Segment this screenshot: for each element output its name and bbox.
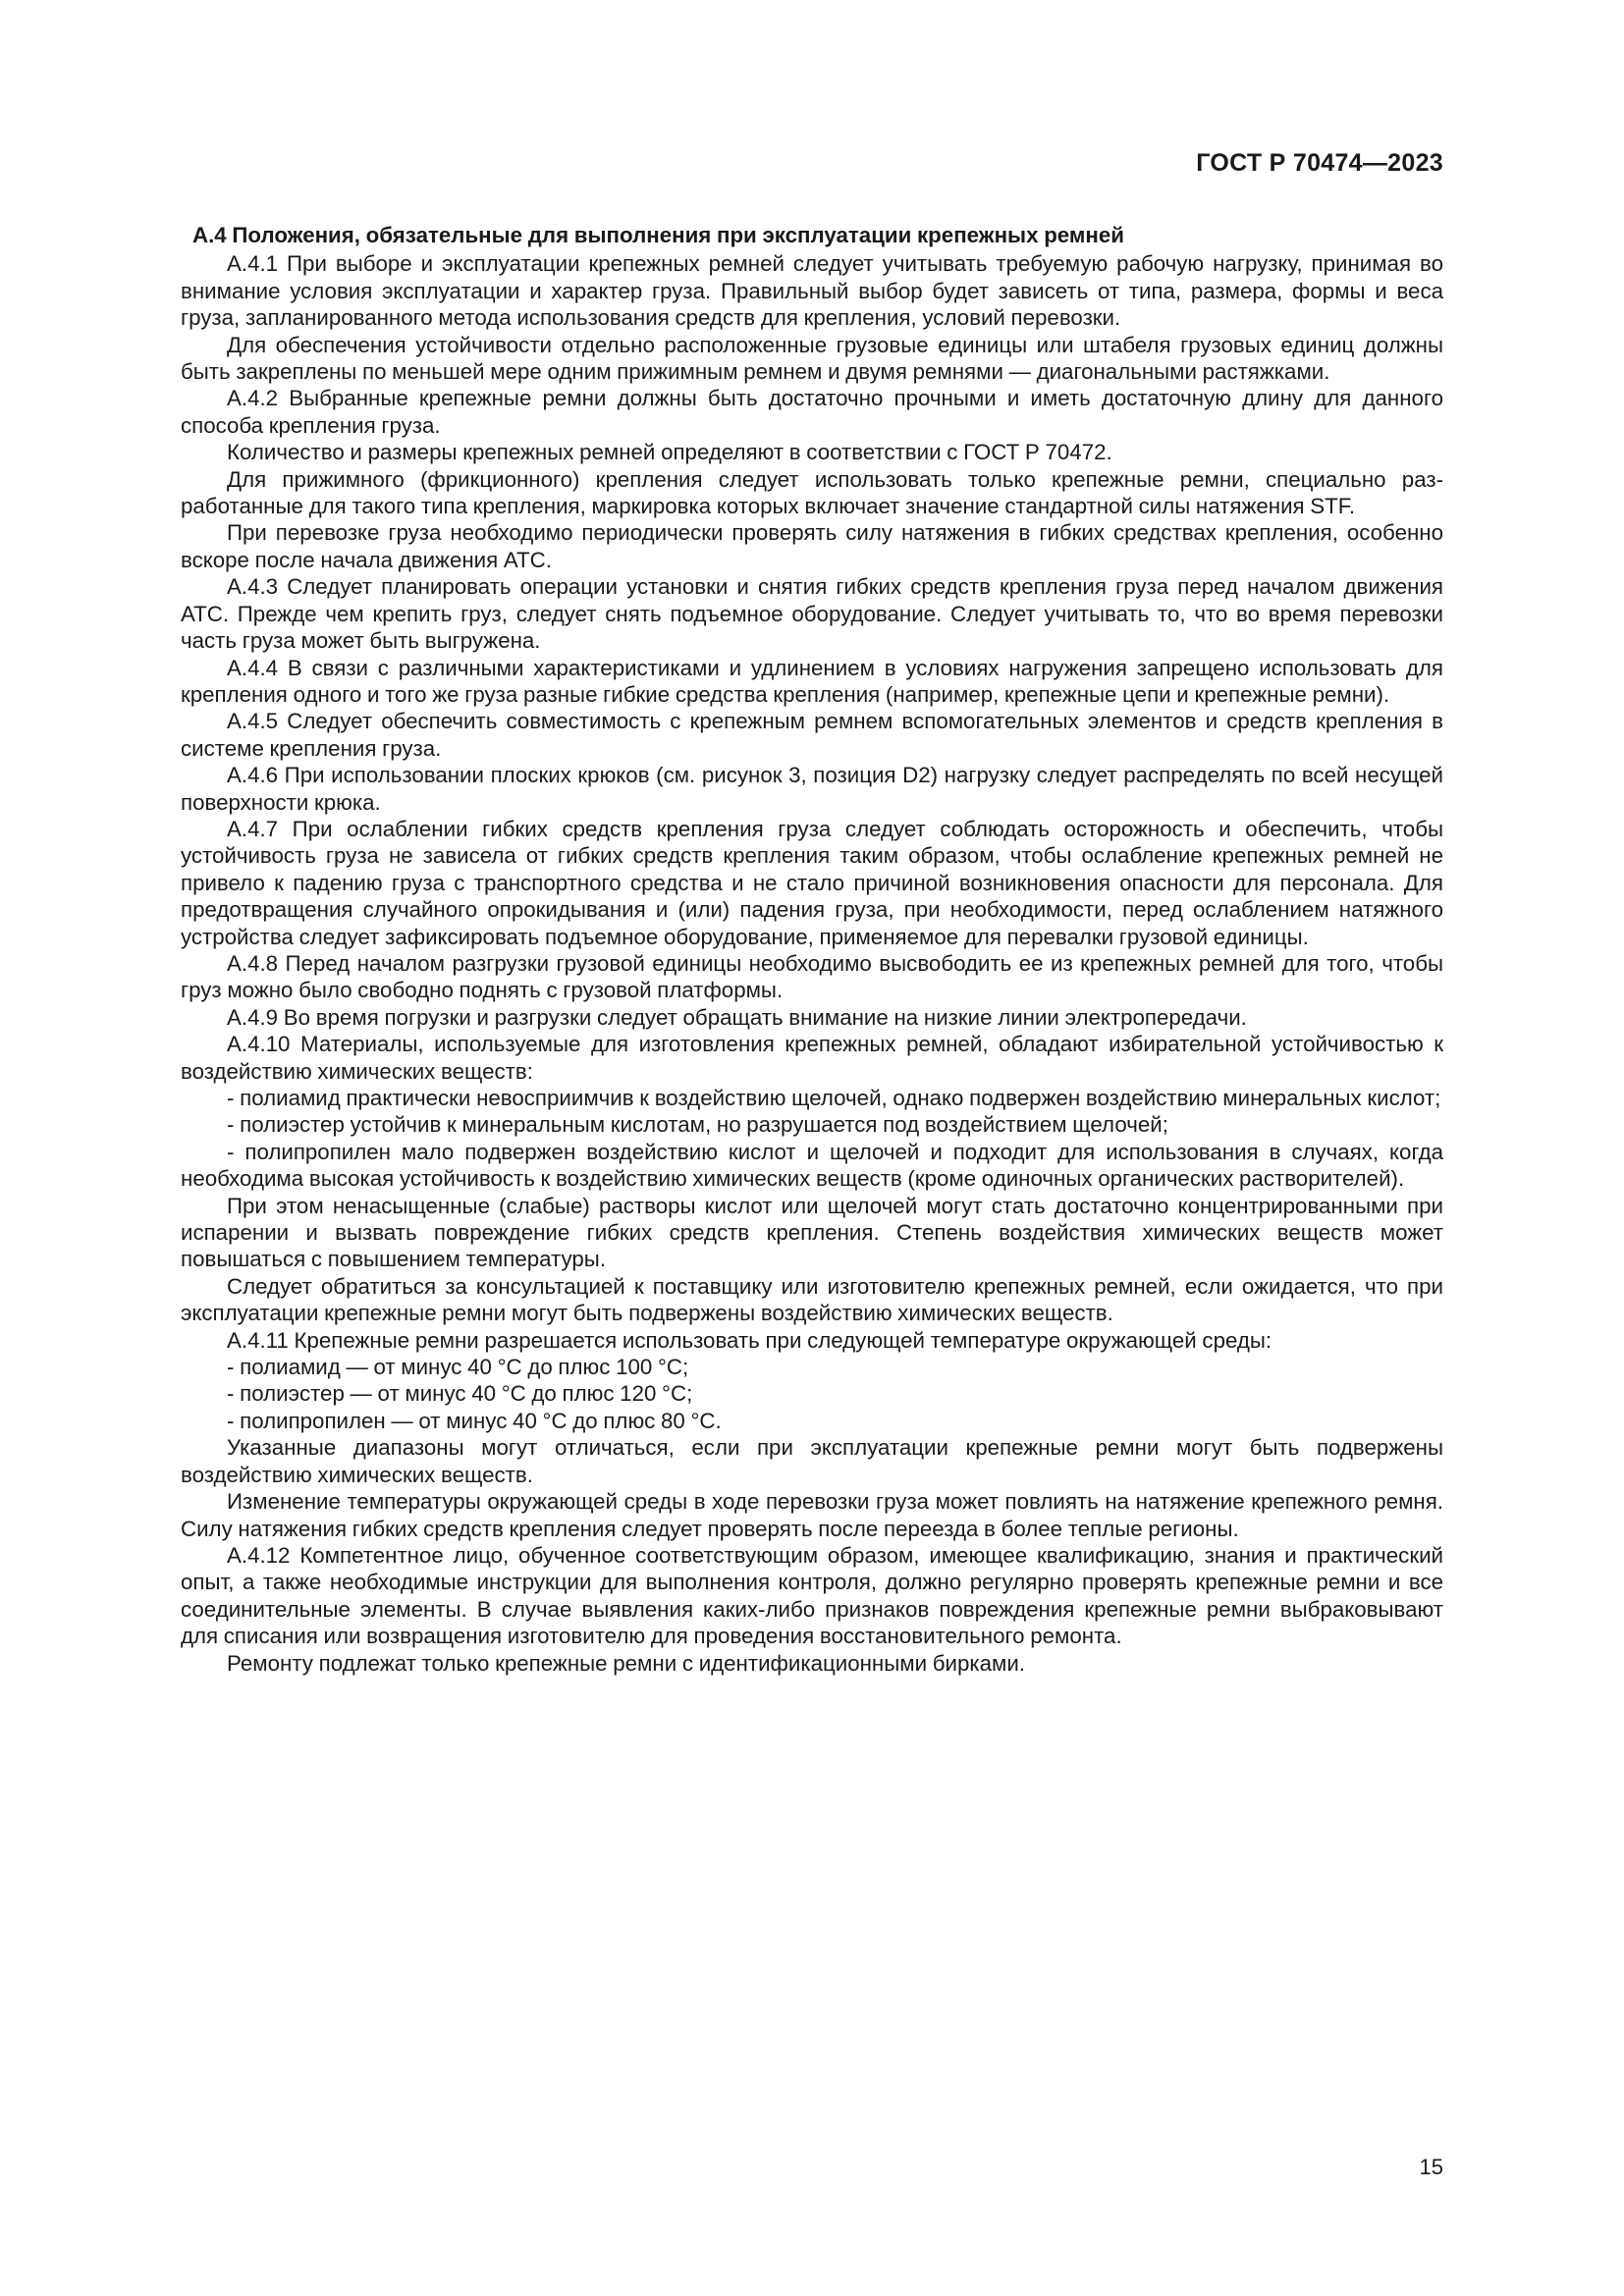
paragraph: Для обеспечения устойчивости отдельно расположенные грузовые единицы или штабеля грузовых единиц должны быть закреплены по меньшей мере одним прижимным ремнем и двумя ремнями — диагональными растяжками.	[181, 332, 1443, 385]
list-item-temp-polyester: - полиэстер — от минус 40 °С до плюс 120 °С;	[227, 1381, 693, 1407]
paragraph: При этом ненасыщенные (слабые) растворы кислот или щелочей могут стать достаточно концентрированными при испарении и вызвать повреждение гибких средств крепления. Степень воздействия химических веществ может повышаться с повышением температуры.	[181, 1193, 1443, 1272]
paragraph: Ремонту подлежат только крепежные ремни с идентификационными бирками.	[227, 1650, 1025, 1676]
paragraph-a-4-9: А.4.9 Во время погрузки и разгрузки следует обращать внимание на низкие линии электропередачи.	[227, 1004, 1247, 1030]
paragraph: Следует обратиться за консультацией к поставщику или изготовителю крепежных ремней, если ожидается, что при эксплуатации крепежные ремни могут быть подвержены воздействию химических веществ.	[181, 1273, 1443, 1326]
document-body	[181, 222, 1443, 1677]
paragraph: Изменение температуры окружающей среды в ходе перевозки груза может повлиять на натяжение крепежного ремня. Силу натяжения гибких средств крепления следует проверять после переезда в более теплые регионы.	[181, 1489, 1443, 1541]
paragraph-a-4-1: А.4.1 При выборе и эксплуатации крепежных ремней следует учитывать требуемую рабочую нагрузку, принимая во внимание условия эксплуатации и характер груза. Правильный выбор будет зависеть от типа, размера, формы и веса груза, запланированного метода использования средств для крепления, условий перевозки.	[181, 251, 1443, 331]
paragraph-a-4-7: А.4.7 При ослаблении гибких средств крепления груза следует соблюдать осторожность и обеспечить, чтобы устойчивость груза не зависела от гибких средств крепления таким образом, чтобы ослабление крепежных ремней не привело к падению груза с транспортного средства и не стало причиной возникновения опасности для персонала. Для предотвращения случайного опрокидывания и (или) падения груза, при необходимости, перед ослаблением натяжного устройства следует зафиксировать подъемное оборудование, применяемое для перевалки грузовой единицы.	[181, 816, 1443, 949]
paragraph-a-4-10: А.4.10 Материалы, используемые для изготовления крепежных ремней, обладают избирательной устойчивостью к воздействию химических веществ:	[181, 1032, 1443, 1084]
paragraph-a-4-11: А.4.11 Крепежные ремни разрешается использовать при следующей температуре окружающей среды:	[227, 1327, 1272, 1353]
paragraph: При перевозке груза необходимо периодически проверять силу натяжения в гибких средствах крепления, особенно вскоре после начала движения АТС.	[181, 520, 1443, 572]
paragraph: Количество и размеры крепежных ремней определяют в соответствии с ГОСТ Р 70472.	[227, 440, 1112, 465]
paragraph-a-4-4: А.4.4 В связи с различными характеристиками и удлинением в условиях нагружения запрещено использовать для крепления одного и того же груза разные гибкие средства крепления (например, крепежные цепи и крепежные ремни).	[181, 655, 1443, 707]
paragraph-a-4-2: А.4.2 Выбранные крепежные ремни должны быть достаточно прочными и иметь достаточную длину для данного способа крепления груза.	[181, 386, 1443, 438]
list-item-temp-polypropylene: - полипропилен — от минус 40 °С до плюс 80 °С.	[227, 1408, 722, 1433]
list-item-polypropylene: - полипропилен мало подвержен воздействию кислот и щелочей и подходит для использования в случаях, когда необходима высокая устойчивость к воздействию химических веществ (кроме одиночных органических растворителей).	[181, 1139, 1443, 1192]
page-number: 15	[1419, 2155, 1443, 2179]
list-item-polyamide: - полиамид практически невосприимчив к воздействию щелочей, однако подвержен воздействию минеральных кислот;	[227, 1086, 1441, 1110]
paragraph-a-4-3: А.4.3 Следует планировать операции установки и снятия гибких средств крепления груза перед началом движения АТС. Прежде чем крепить груз, следует снять подъемное оборудование. Следует учитывать то, что во время перевозки часть груза может быть выгружена.	[181, 574, 1443, 654]
paragraph: Для прижимного (фрикционного) крепления следует использовать только крепежные ремни, специально разработанные для такого типа крепления, маркировка которых включает значение стандартной силы натяжения STF.	[181, 466, 1443, 519]
standard-code: ГОСТ Р 70474—2023	[1196, 149, 1443, 177]
section-heading: А.4 Положения, обязательные для выполнения при эксплуатации крепежных ремней	[192, 223, 1124, 247]
paragraph-a-4-6: А.4.6 При использовании плоских крюков (см. рисунок 3, позиция D2) нагрузку следует распределять по всей несущей поверхности крюка.	[181, 763, 1443, 815]
paragraph: Указанные диапазоны могут отличаться, если при эксплуатации крепежные ремни могут быть подвержены воздействию химических веществ.	[181, 1435, 1443, 1487]
paragraph-a-4-5: А.4.5 Следует обеспечить совместимость с крепежным ремнем вспомогательных элементов и средств крепления в системе крепления груза.	[181, 709, 1443, 761]
list-item-temp-polyamide: - полиамид — от минус 40 °С до плюс 100 °С;	[227, 1355, 689, 1380]
paragraph-a-4-8: А.4.8 Перед началом разгрузки грузовой единицы необходимо высвободить ее из крепежных ремней для того, чтобы груз можно было свободно поднять с грузовой платформы.	[181, 950, 1443, 1003]
paragraph-a-4-12: А.4.12 Компетентное лицо, обученное соответствующим образом, имеющее квалификацию, знания и практический опыт, а также необходимые инструкции для выполнения контроля, должно регулярно проверять крепежные ремни и все соединительные элементы. В случае выявления каких-либо признаков повреждения крепежные ремни выбраковывают для списания или возвращения изготовителю для проведения восстановительного ремонта.	[181, 1542, 1443, 1649]
list-item-polyester: - полиэстер устойчив к минеральным кислотам, но разрушается под воздействием щелочей;	[227, 1112, 1168, 1138]
